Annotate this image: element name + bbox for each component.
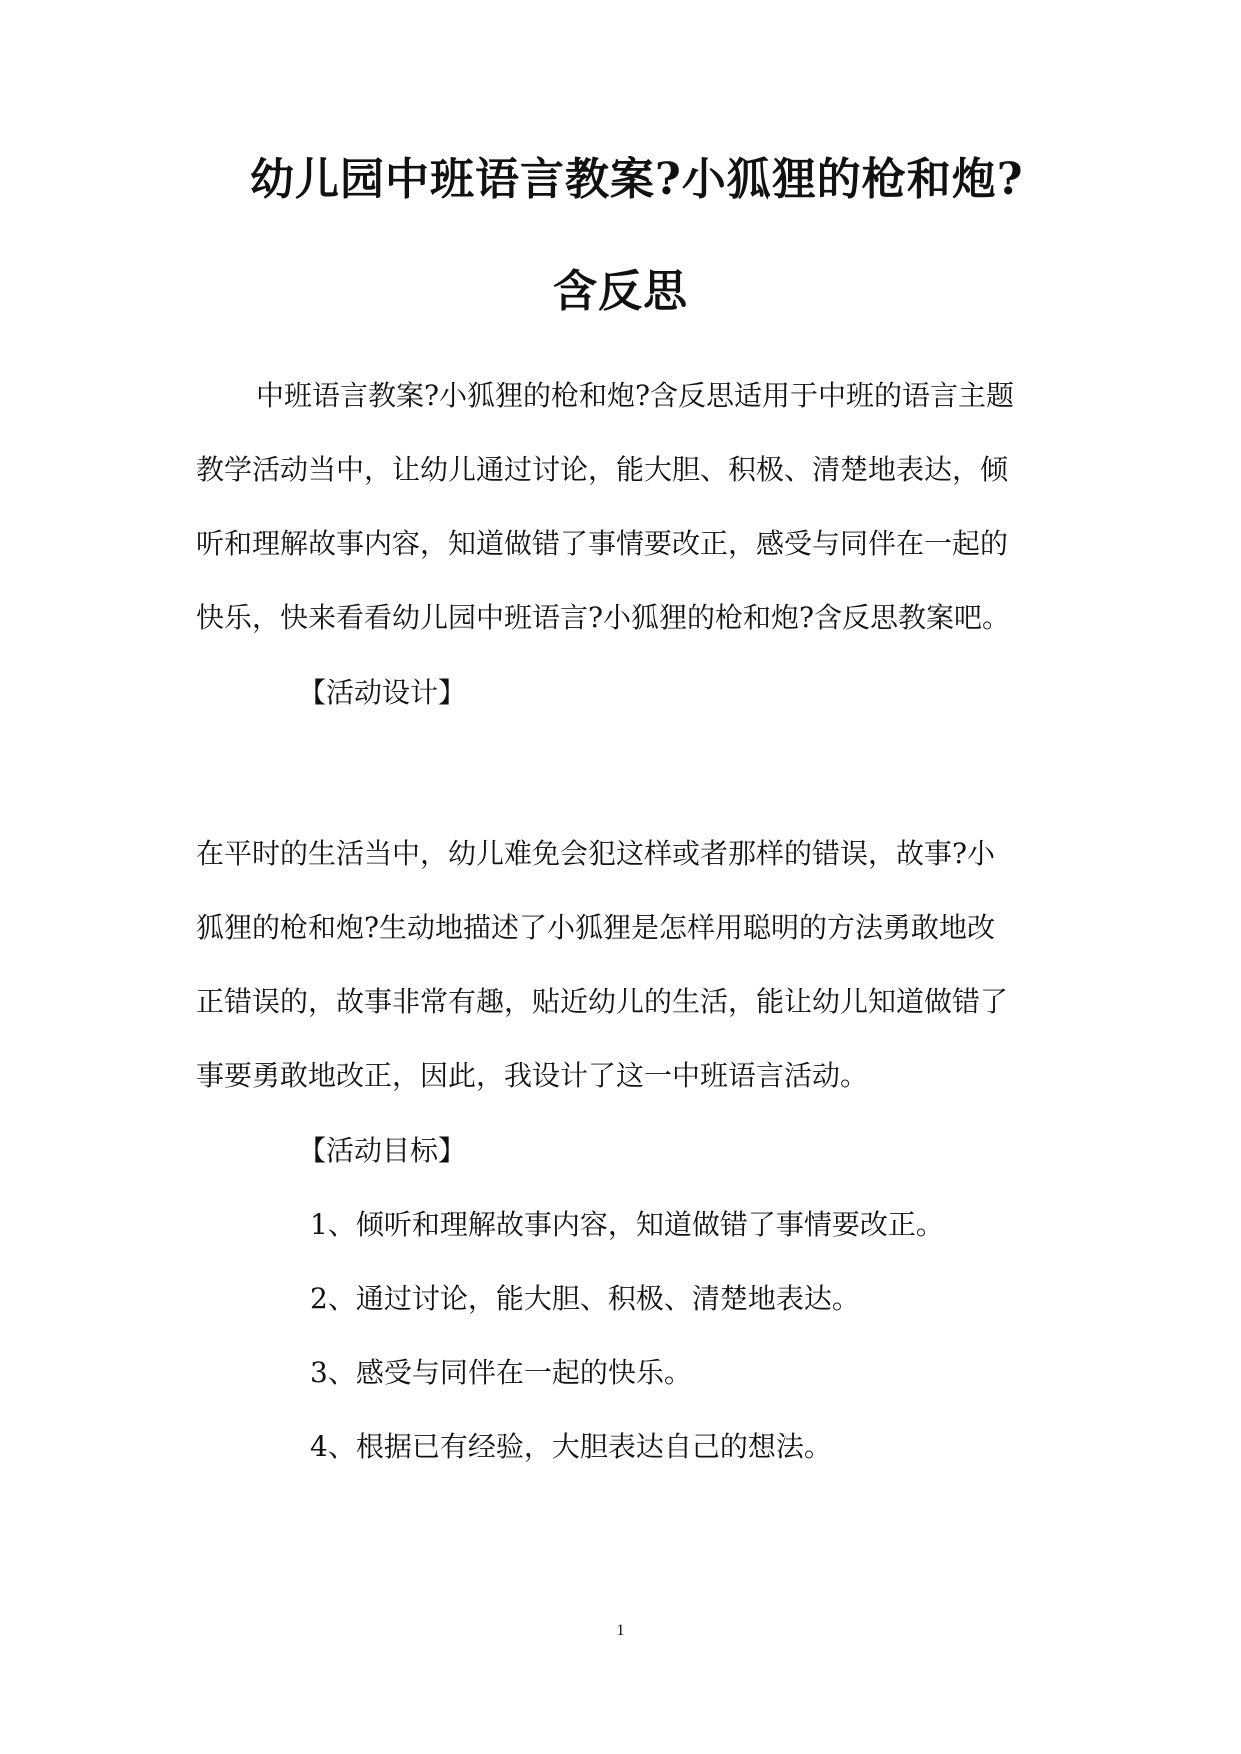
goal-item-2: 2、通过讨论，能大胆、积极、清楚地表达。 xyxy=(310,1282,860,1315)
intro-line-3: 听和理解故事内容，知道做错了事情要改正，感受与同伴在一起的 xyxy=(196,527,1009,560)
document-title-line-1: 幼儿园中班语言教案?小狐狸的枪和炮? xyxy=(250,154,1024,205)
section-heading-design: 【活动设计】 xyxy=(298,676,467,709)
goal-item-1: 1、倾听和理解故事内容，知道做错了事情要改正。 xyxy=(310,1208,944,1241)
design-line-2: 狐狸的枪和炮?生动地描述了小狐狸是怎样用聪明的方法勇敢地改 xyxy=(196,911,996,944)
design-line-1: 在平时的生活当中，幼儿难免会犯这样或者那样的错误，故事?小 xyxy=(196,837,996,870)
design-line-4: 事要勇敢地改正，因此，我设计了这一中班语言活动。 xyxy=(196,1059,869,1092)
intro-line-2: 教学活动当中，让幼儿通过讨论，能大胆、积极、清楚地表达，倾 xyxy=(196,453,1009,486)
goal-item-4: 4、根据已有经验，大胆表达自己的想法。 xyxy=(310,1430,832,1463)
design-line-3: 正错误的，故事非常有趣，贴近幼儿的生活，能让幼儿知道做错了 xyxy=(196,985,1009,1018)
intro-line-4: 快乐，快来看看幼儿园中班语言?小狐狸的枪和炮?含反思教案吧。 xyxy=(196,601,1011,634)
section-heading-goals: 【活动目标】 xyxy=(298,1134,467,1167)
intro-line-1: 中班语言教案?小狐狸的枪和炮?含反思适用于中班的语言主题 xyxy=(256,379,1015,412)
document-title-line-2: 含反思 xyxy=(553,266,688,317)
goal-item-3: 3、感受与同伴在一起的快乐。 xyxy=(310,1356,692,1389)
page-number: 1 xyxy=(616,1622,625,1639)
